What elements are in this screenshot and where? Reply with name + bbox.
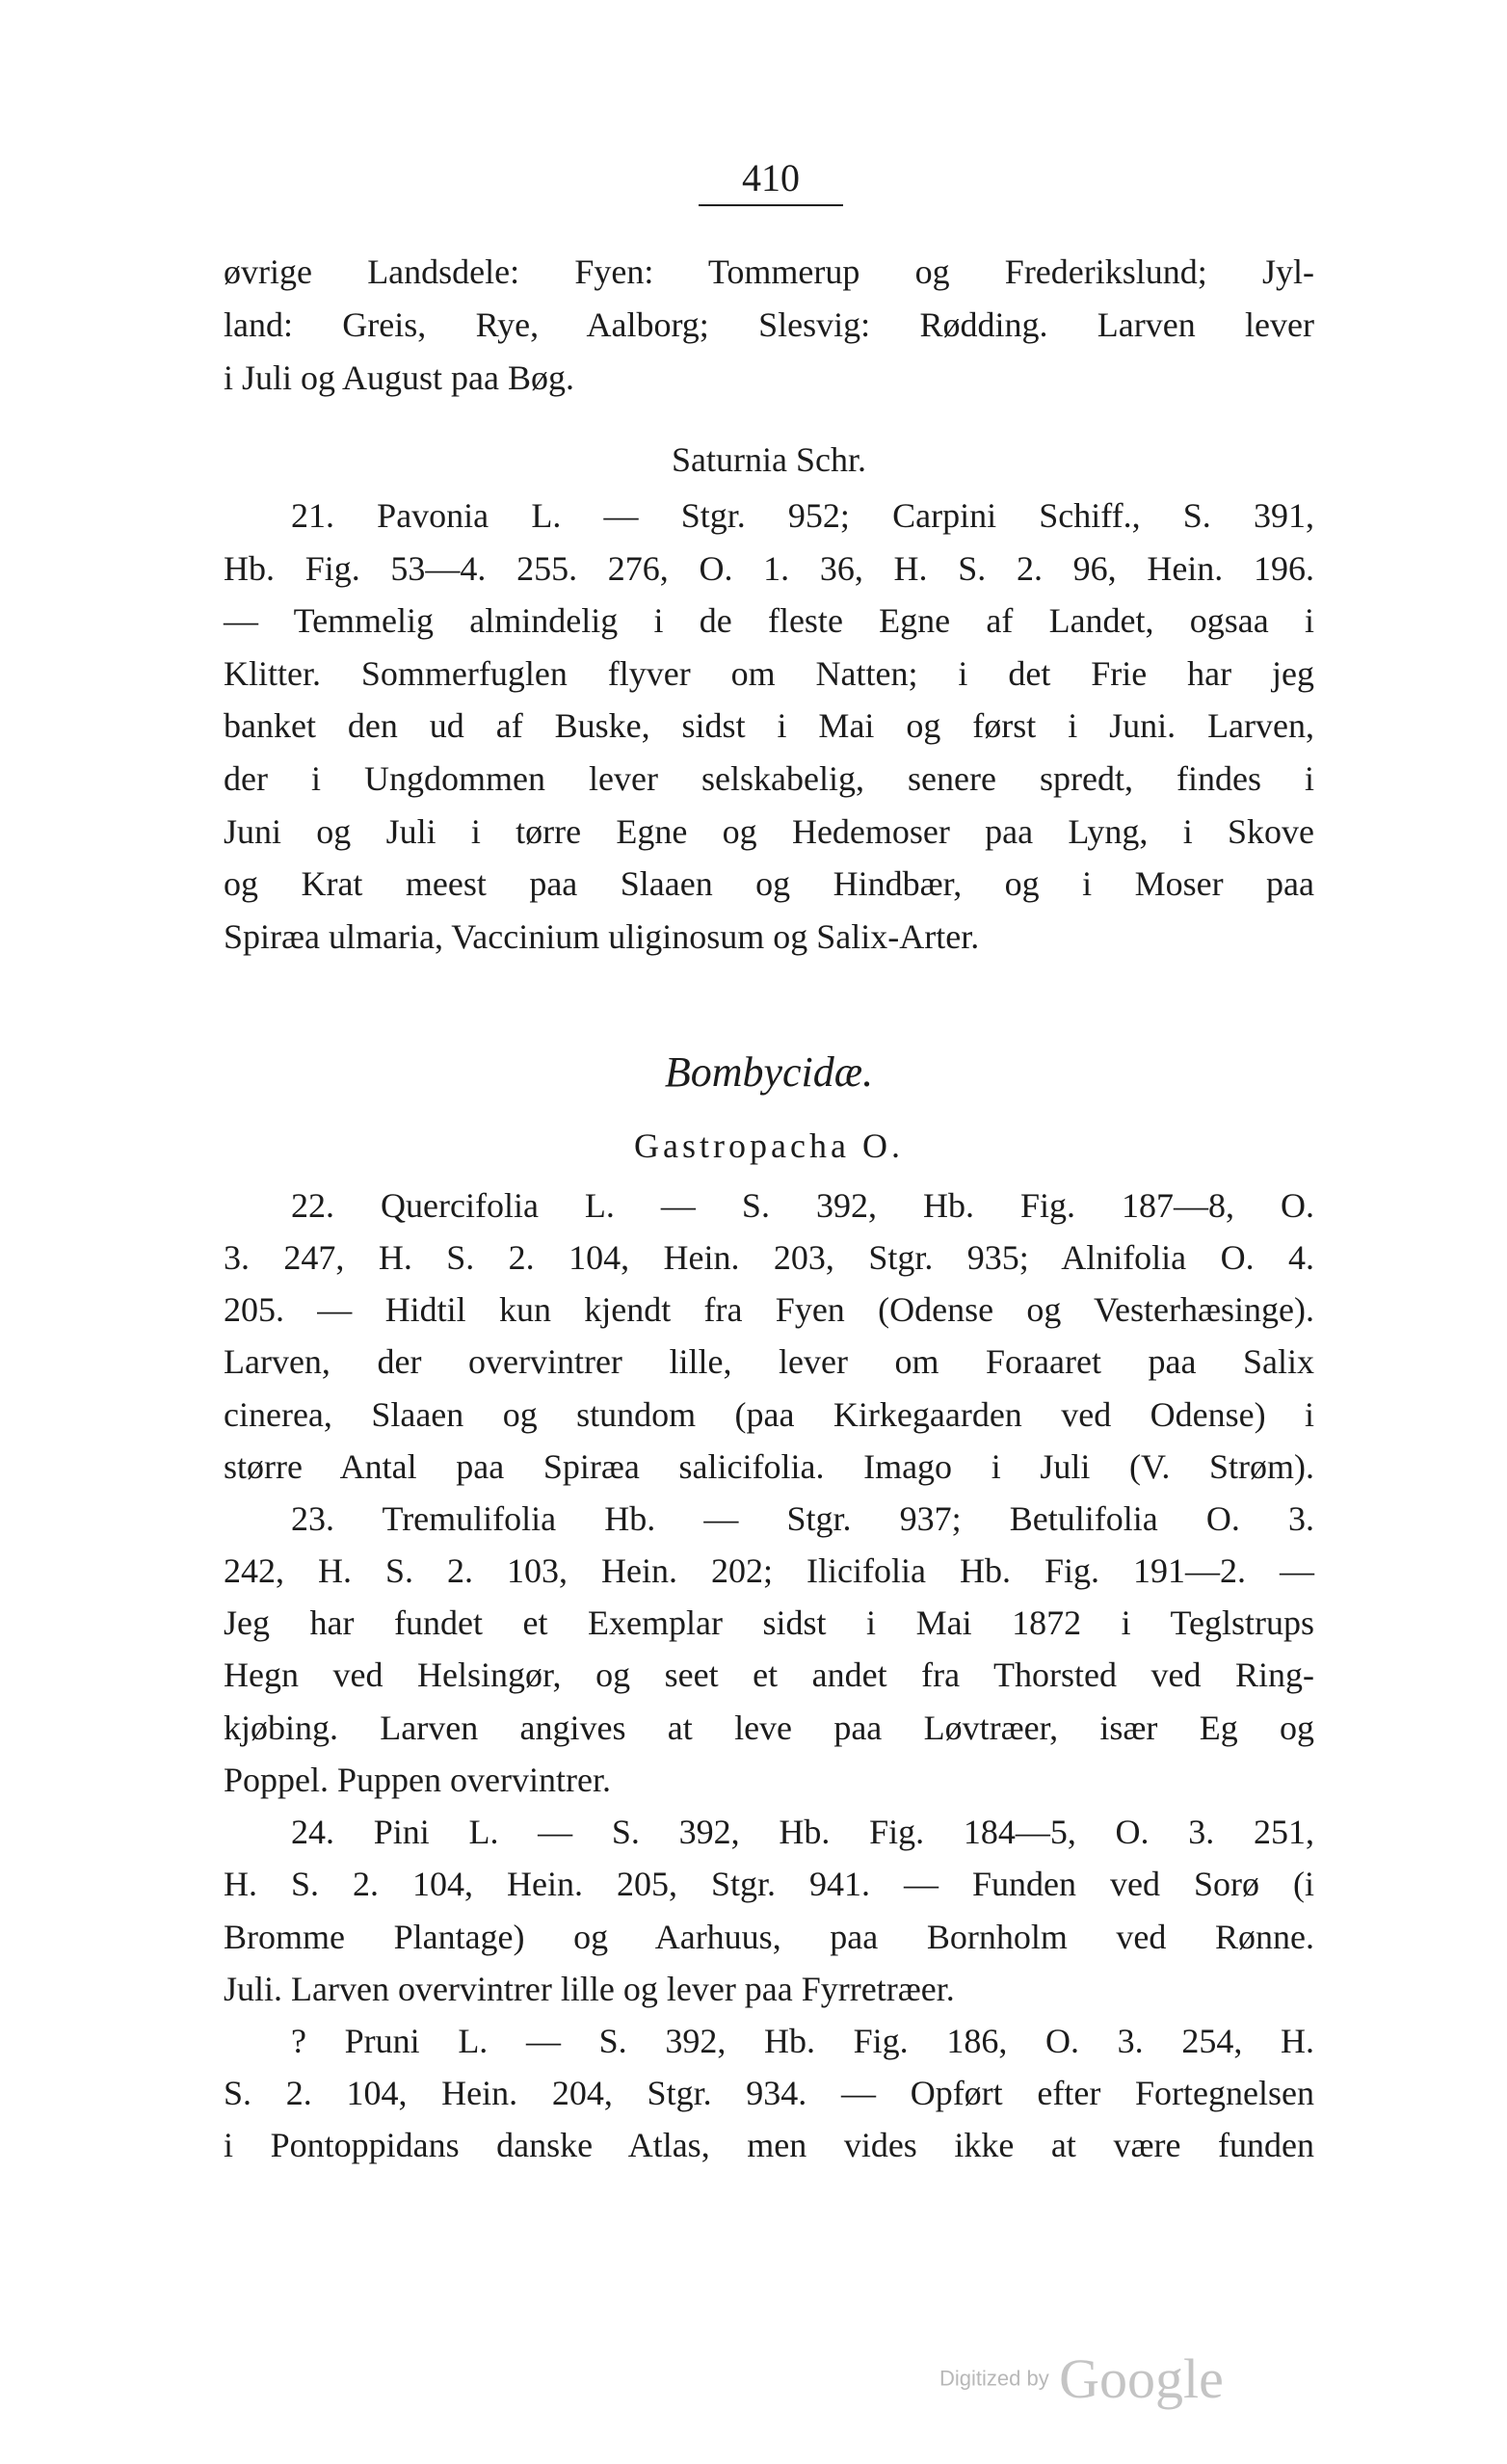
genus-heading: Saturnia Schr.: [672, 440, 866, 479]
family-heading: Bombycidæ.: [664, 1048, 874, 1096]
text-line: 24. Pini L. — S. 392, Hb. Fig. 184—5, O. 3. 251,: [291, 1813, 1314, 1851]
text-line: 242, H. S. 2. 103, Hein. 202; Ilicifolia Hb. Fig. 191—2. —: [224, 1551, 1314, 1590]
text-line: 22. Quercifolia L. — S. 392, Hb. Fig. 187—8, O.: [291, 1186, 1314, 1225]
text-line: Larven, der overvintrer lille, lever om Foraaret paa Salix: [224, 1342, 1314, 1381]
text-line: og Krat meest paa Slaaen og Hindbær, og i Moser paa: [224, 864, 1314, 903]
text-line: Jeg har fundet et Exemplar sidst i Mai 1872 i Teglstrups: [224, 1603, 1314, 1642]
text-line: Hb. Fig. 53—4. 255. 276, O. 1. 36, H. S. 2. 96, Hein. 196.: [224, 549, 1314, 588]
text-line: i Juli og August paa Bøg.: [224, 358, 575, 397]
text-line: øvrige Landsdele: Fyen: Tommerup og Frederikslund; Jyl-: [224, 252, 1314, 291]
text-line: ? Pruni L. — S. 392, Hb. Fig. 186, O. 3. 254, H.: [291, 2022, 1314, 2060]
text-line: banket den ud af Buske, sidst i Mai og først i Juni. Larven,: [224, 706, 1314, 745]
text-line: Bromme Plantage) og Aarhuus, paa Bornholm ved Rønne.: [224, 1918, 1314, 1956]
text-line: — Temmelig almindelig i de fleste Egne af Landet, ogsaa i: [224, 601, 1314, 640]
digitized-by-label: Digitized by: [939, 2366, 1049, 2391]
text-line: større Antal paa Spiræa salicifolia. Imago i Juli (V. Strøm).: [224, 1447, 1314, 1486]
text-line: land: Greis, Rye, Aalborg; Slesvig: Rødding. Larven lever: [224, 305, 1314, 344]
text-line: 23. Tremulifolia Hb. — Stgr. 937; Betulifolia O. 3.: [291, 1499, 1314, 1538]
google-logo: Google: [1059, 2347, 1224, 2410]
text-line: Juni og Juli i tørre Egne og Hedemoser paa Lyng, i Skove: [224, 812, 1314, 851]
text-line: kjøbing. Larven angives at leve paa Løvtræer, især Eg og: [224, 1709, 1314, 1747]
text-line: H. S. 2. 104, Hein. 205, Stgr. 941. — Funden ved Sorø (i: [224, 1865, 1314, 1903]
text-line: der i Ungdommen lever selskabelig, senere spredt, findes i: [224, 759, 1314, 798]
text-line: 21. Pavonia L. — Stgr. 952; Carpini Schiff., S. 391,: [291, 496, 1314, 535]
text-line: Hegn ved Helsingør, og seet et andet fra Thorsted ved Ring-: [224, 1656, 1314, 1694]
text-line: 205. — Hidtil kun kjendt fra Fyen (Odense og Vesterhæsinge).: [224, 1290, 1314, 1329]
page-number: 410: [699, 154, 843, 206]
text-line: Klitter. Sommerfuglen flyver om Natten; i det Frie har jeg: [224, 654, 1314, 693]
text-line: Spiræa ulmaria, Vaccinium uliginosum og Salix-Arter.: [224, 917, 980, 956]
text-line: Juli. Larven overvintrer lille og lever paa Fyrretræer.: [224, 1970, 955, 2008]
text-line: cinerea, Slaaen og stundom (paa Kirkegaarden ved Odense) i: [224, 1395, 1314, 1434]
text-line: S. 2. 104, Hein. 204, Stgr. 934. — Opført efter Fortegnelsen: [224, 2074, 1314, 2112]
digitized-watermark: [939, 2346, 1224, 2411]
text-line: 3. 247, H. S. 2. 104, Hein. 203, Stgr. 935; Alnifolia O. 4.: [224, 1238, 1314, 1277]
text-line: Poppel. Puppen overvintrer.: [224, 1761, 611, 1799]
text-line: i Pontoppidans danske Atlas, men vides ikke at være funden: [224, 2126, 1314, 2164]
genus-heading: Gastropacha O.: [634, 1126, 904, 1165]
